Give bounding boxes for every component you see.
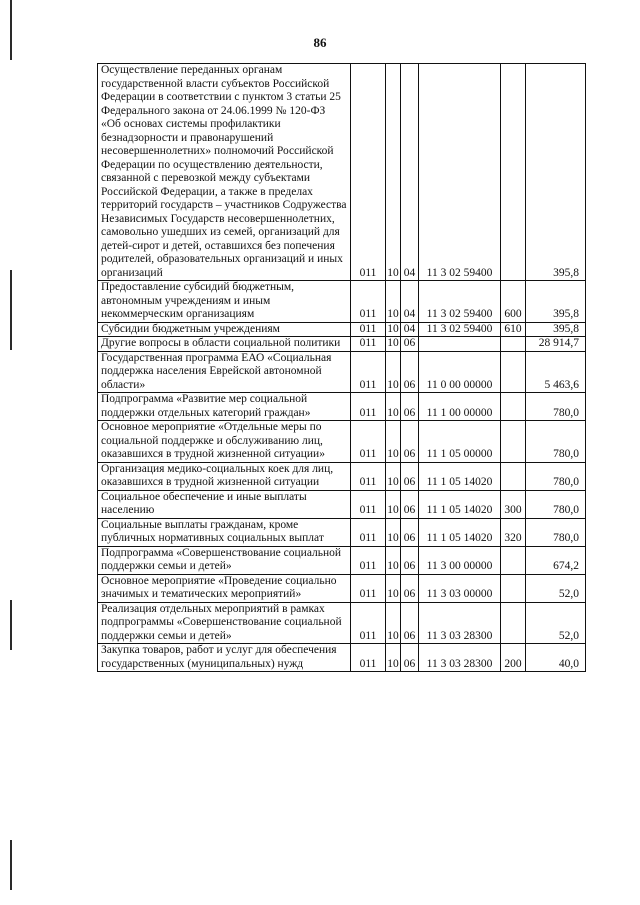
section-code: 10 bbox=[386, 490, 401, 518]
subsection-code: 04 bbox=[401, 322, 419, 337]
target-article-code: 11 1 05 00000 bbox=[419, 421, 501, 463]
table-row bbox=[98, 421, 586, 463]
table-row bbox=[98, 393, 586, 421]
expense-type-code bbox=[501, 602, 526, 644]
target-article-code: 11 0 00 00000 bbox=[419, 351, 501, 393]
subsection-code: 06 bbox=[401, 462, 419, 490]
subsection-code: 06 bbox=[401, 337, 419, 352]
ministry-code: 011 bbox=[351, 322, 386, 337]
target-article-code: 11 1 05 14020 bbox=[419, 490, 501, 518]
sum-value: 395,8 bbox=[526, 64, 586, 281]
target-article-code: 11 3 00 00000 bbox=[419, 546, 501, 574]
row-name: Субсидии бюджетным учреждениям bbox=[98, 322, 351, 337]
table-row bbox=[98, 602, 586, 644]
table-row bbox=[98, 490, 586, 518]
scan-margin-mark bbox=[10, 600, 12, 650]
row-name: Основное мероприятие «Отдельные меры по социальной поддержке и обслуживанию лиц, оказавшихся в трудной жизненной ситуации» bbox=[98, 421, 351, 463]
table-row bbox=[98, 322, 586, 337]
target-article-code: 11 3 03 00000 bbox=[419, 574, 501, 602]
section-code: 10 bbox=[386, 64, 401, 281]
table-row bbox=[98, 337, 586, 352]
section-code: 10 bbox=[386, 602, 401, 644]
ministry-code: 011 bbox=[351, 281, 386, 323]
subsection-code: 06 bbox=[401, 490, 419, 518]
row-name: Предоставление субсидий бюджетным, автономным учреждениям и иным некоммерческим организациям bbox=[98, 281, 351, 323]
expense-type-code bbox=[501, 574, 526, 602]
sum-value: 780,0 bbox=[526, 490, 586, 518]
budget-table bbox=[97, 63, 586, 672]
sum-value: 780,0 bbox=[526, 462, 586, 490]
subsection-code: 06 bbox=[401, 644, 419, 672]
table-row bbox=[98, 64, 586, 281]
ministry-code: 011 bbox=[351, 337, 386, 352]
table-row bbox=[98, 281, 586, 323]
expense-type-code: 200 bbox=[501, 644, 526, 672]
row-name: Основное мероприятие «Проведение социально значимых и тематических мероприятий» bbox=[98, 574, 351, 602]
table-row bbox=[98, 351, 586, 393]
expense-type-code bbox=[501, 546, 526, 574]
target-article-code: 11 1 05 14020 bbox=[419, 518, 501, 546]
row-name: Закупка товаров, работ и услуг для обеспечения государственных (муниципальных) нужд bbox=[98, 644, 351, 672]
expense-type-code bbox=[501, 462, 526, 490]
target-article-code: 11 3 03 28300 bbox=[419, 644, 501, 672]
target-article-code: 11 1 00 00000 bbox=[419, 393, 501, 421]
expense-type-code: 600 bbox=[501, 281, 526, 323]
expense-type-code bbox=[501, 351, 526, 393]
row-name: Социальное обеспечение и иные выплаты населению bbox=[98, 490, 351, 518]
target-article-code: 11 3 02 59400 bbox=[419, 281, 501, 323]
table-row bbox=[98, 462, 586, 490]
row-name: Государственная программа ЕАО «Социальная поддержка населения Еврейской автономной области» bbox=[98, 351, 351, 393]
row-name: Подпрограмма «Развитие мер социальной поддержки отдельных категорий граждан» bbox=[98, 393, 351, 421]
table-row bbox=[98, 644, 586, 672]
ministry-code: 011 bbox=[351, 602, 386, 644]
row-name: Подпрограмма «Совершенствование социальной поддержки семьи и детей» bbox=[98, 546, 351, 574]
subsection-code: 06 bbox=[401, 421, 419, 463]
sum-value: 40,0 bbox=[526, 644, 586, 672]
expense-type-code: 300 bbox=[501, 490, 526, 518]
ministry-code: 011 bbox=[351, 421, 386, 463]
ministry-code: 011 bbox=[351, 574, 386, 602]
scan-margin-mark bbox=[10, 0, 12, 60]
expense-type-code: 610 bbox=[501, 322, 526, 337]
table-row bbox=[98, 518, 586, 546]
section-code: 10 bbox=[386, 574, 401, 602]
section-code: 10 bbox=[386, 644, 401, 672]
subsection-code: 06 bbox=[401, 546, 419, 574]
row-name: Другие вопросы в области социальной политики bbox=[98, 337, 351, 352]
subsection-code: 06 bbox=[401, 602, 419, 644]
target-article-code: 11 3 02 59400 bbox=[419, 64, 501, 281]
sum-value: 52,0 bbox=[526, 574, 586, 602]
target-article-code: 11 3 02 59400 bbox=[419, 322, 501, 337]
sum-value: 28 914,7 bbox=[526, 337, 586, 352]
sum-value: 395,8 bbox=[526, 322, 586, 337]
expense-type-code bbox=[501, 64, 526, 281]
expense-type-code bbox=[501, 337, 526, 352]
ministry-code: 011 bbox=[351, 393, 386, 421]
target-article-code: 11 1 05 14020 bbox=[419, 462, 501, 490]
section-code: 10 bbox=[387, 322, 399, 335]
section-code: 10 bbox=[387, 337, 399, 349]
ministry-code: 011 bbox=[351, 546, 386, 574]
sum-value: 780,0 bbox=[526, 393, 586, 421]
row-name: Организация медико-социальных коек для лиц, оказавшихся в трудной жизненной ситуации bbox=[98, 462, 351, 490]
row-name: Социальные выплаты гражданам, кроме публичных нормативных социальных выплат bbox=[98, 518, 351, 546]
sum-value: 674,2 bbox=[526, 546, 586, 574]
sum-value: 5 463,6 bbox=[526, 351, 586, 393]
subsection-code: 04 bbox=[401, 64, 419, 281]
section-code: 10 bbox=[386, 393, 401, 421]
ministry-code: 011 bbox=[351, 351, 386, 393]
sum-value: 52,0 bbox=[526, 602, 586, 644]
subsection-code: 06 bbox=[401, 351, 419, 393]
subsection-code: 06 bbox=[401, 518, 419, 546]
section-code: 10 bbox=[386, 462, 401, 490]
expense-type-code bbox=[501, 393, 526, 421]
section-code: 10 bbox=[386, 351, 401, 393]
subsection-code: 06 bbox=[401, 393, 419, 421]
row-name: Осуществление переданных органам государственной власти субъектов Российской Федерации в соответствии с пунктом 3 статьи 25 Федерального закона от 24.06.1999 № 120-ФЗ «Об основах системы профилактики безнадзорности и правонарушений несовершеннолетних» полномочий Российской Федерации по осуществлению деятельности, связанной с перевозкой между субъектами Российской Федерации, а также в пределах территорий государств – участников Содружества Независимых Государств несовершеннолетних, самовольно ушедших из семей, организаций для детей-сирот и детей, оставшихся без попечения родителей, образовательных организаций и иных организаций bbox=[98, 64, 351, 281]
ministry-code: 011 bbox=[351, 644, 386, 672]
sum-value: 780,0 bbox=[526, 518, 586, 546]
section-code: 10 bbox=[386, 546, 401, 574]
section-code: 10 bbox=[386, 421, 401, 463]
page-number: 86 bbox=[313, 35, 327, 50]
scan-margin-mark bbox=[10, 270, 12, 350]
ministry-code: 011 bbox=[351, 490, 386, 518]
table-row bbox=[98, 546, 586, 574]
expense-type-code bbox=[501, 421, 526, 463]
target-article-code bbox=[419, 337, 501, 352]
scan-margin-mark bbox=[10, 840, 12, 890]
subsection-code: 06 bbox=[401, 574, 419, 602]
section-code: 10 bbox=[386, 518, 401, 546]
ministry-code: 011 bbox=[351, 64, 386, 281]
ministry-code: 011 bbox=[351, 518, 386, 546]
ministry-code: 011 bbox=[351, 462, 386, 490]
row-name: Реализация отдельных мероприятий в рамках подпрограммы «Совершенствование социальной поддержки семьи и детей» bbox=[98, 602, 351, 644]
target-article-code: 11 3 03 28300 bbox=[419, 602, 501, 644]
table-row bbox=[98, 574, 586, 602]
section-code: 10 bbox=[386, 281, 401, 323]
expense-type-code: 320 bbox=[501, 518, 526, 546]
subsection-code: 04 bbox=[401, 281, 419, 323]
sum-value: 780,0 bbox=[526, 421, 586, 463]
budget-rows bbox=[98, 64, 586, 672]
sum-value: 395,8 bbox=[526, 281, 586, 323]
